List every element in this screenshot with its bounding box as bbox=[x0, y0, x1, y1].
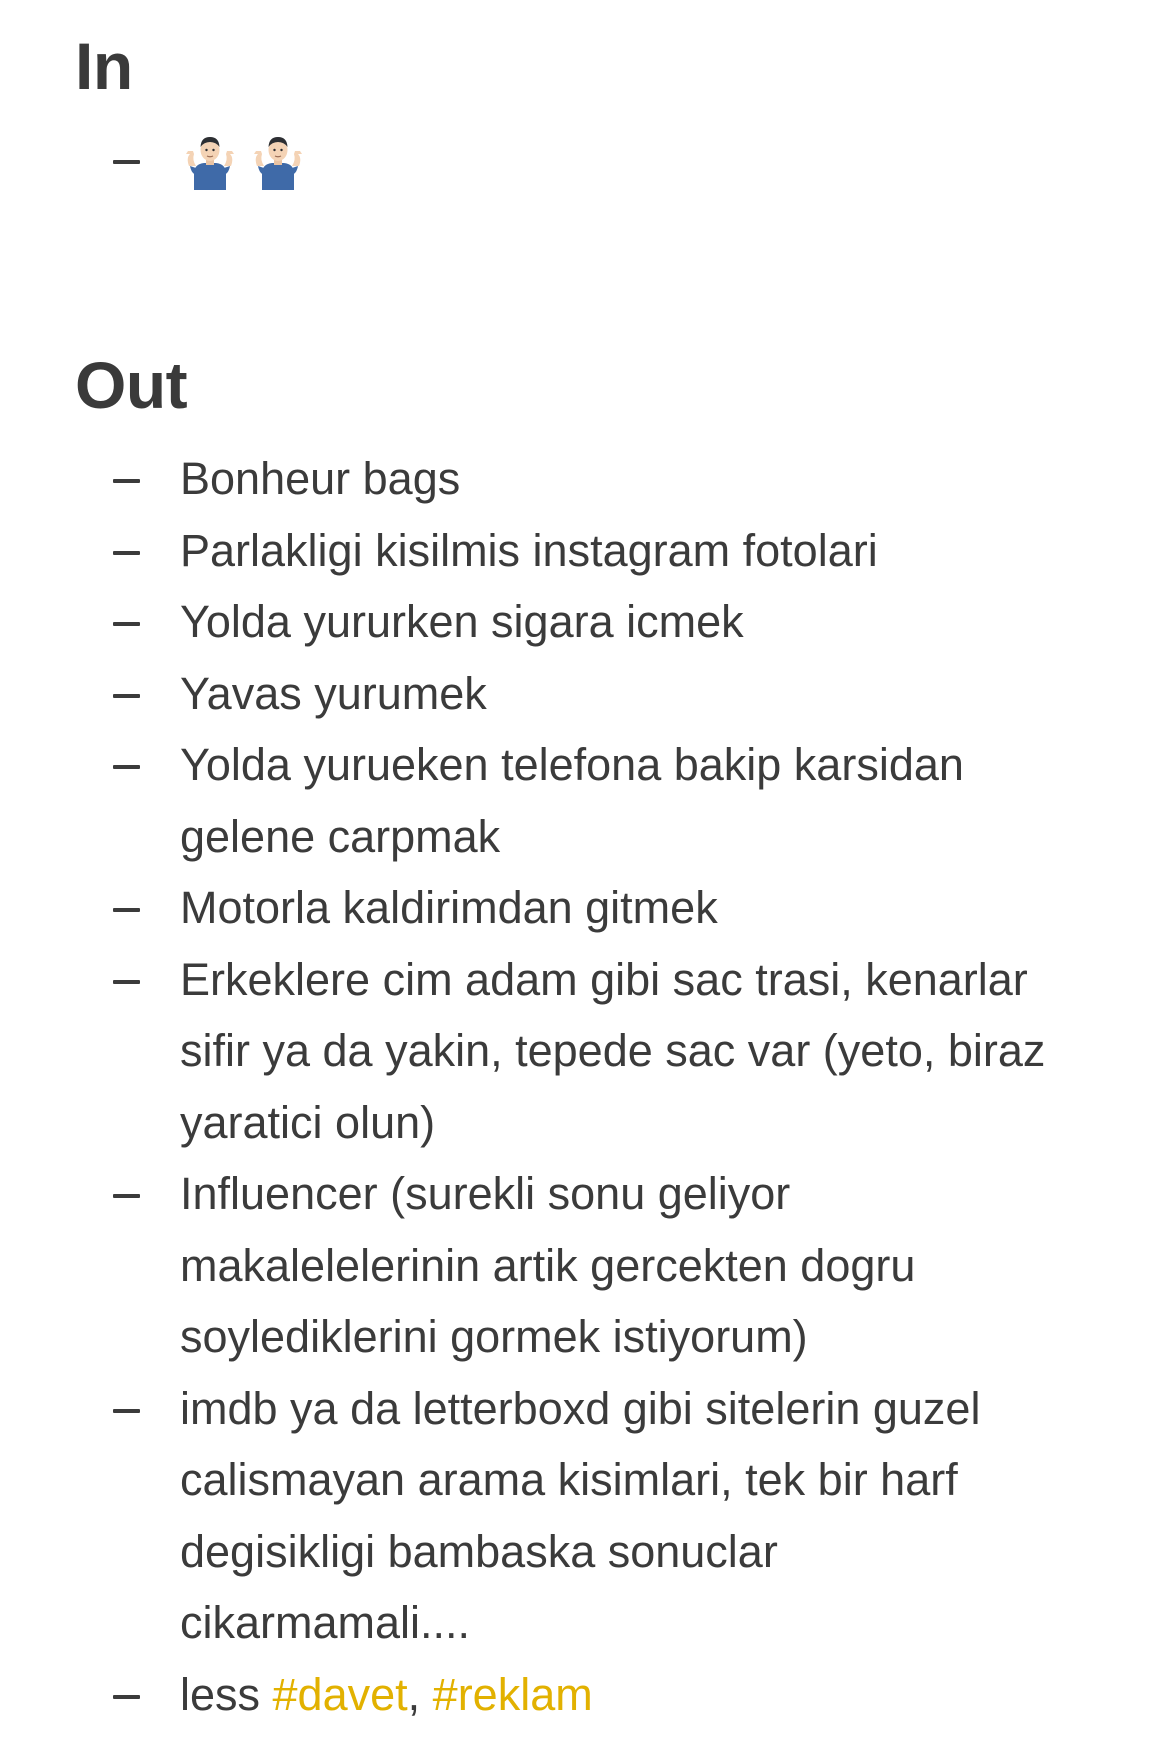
dash-bullet bbox=[113, 1194, 140, 1198]
list-item-text: Bonheur bags bbox=[180, 453, 461, 504]
list-item-text: Motorla kaldirimdan gitmek bbox=[180, 882, 718, 933]
list-item bbox=[0, 872, 1080, 944]
hashtag-separator: , bbox=[407, 1668, 433, 1720]
list-item-text: imdb ya da letterboxd gibi sitelerin guzel calismayan arama kisimlari, tek bir harf degisikligi bambaska sonuclar cikarmamali.... bbox=[180, 1382, 981, 1648]
emoji-row bbox=[180, 124, 308, 196]
list-item-text: Erkeklere cim adam gibi sac trasi, kenarlar sifir ya da yakin, tepede sac var (yeto, biraz yaratici olun) bbox=[180, 953, 1046, 1148]
list-item bbox=[0, 658, 1080, 730]
list-item-text: Influencer (surekli sonu geliyor makalelelerinin artik gercekten dogru soylediklerini gormek istiyorum) bbox=[180, 1168, 916, 1362]
list-item-text: Yolda yururken sigara icmek bbox=[180, 596, 744, 647]
person-shrugging-icon bbox=[248, 130, 308, 190]
out-list bbox=[0, 443, 1080, 1730]
list-item-prefix: less bbox=[180, 1668, 273, 1720]
dash-bullet bbox=[113, 694, 140, 698]
list-item-text: Yavas yurumek bbox=[180, 667, 487, 719]
section-heading-in: In bbox=[75, 29, 133, 103]
list-item bbox=[0, 729, 1080, 872]
list-item bbox=[0, 515, 1080, 587]
hashtag-davet[interactable]: #davet bbox=[272, 1668, 408, 1720]
dash-bullet bbox=[113, 479, 140, 483]
dash-bullet bbox=[113, 765, 140, 769]
dash-bullet bbox=[113, 1695, 140, 1699]
dash-bullet bbox=[113, 980, 140, 984]
dash-bullet bbox=[113, 908, 140, 912]
dash-bullet bbox=[113, 622, 140, 626]
hashtag-reklam[interactable]: #reklam bbox=[432, 1668, 593, 1720]
dash-bullet bbox=[113, 160, 140, 164]
list-item bbox=[0, 1659, 1080, 1731]
list-item-text: Parlakligi kisilmis instagram fotolari bbox=[180, 524, 878, 576]
dash-bullet bbox=[113, 1409, 140, 1413]
list-item-text: Yolda yurueken telefona bakip karsidan gelene carpmak bbox=[180, 739, 964, 862]
list-item bbox=[0, 1373, 1080, 1659]
section-heading-out: Out bbox=[75, 348, 188, 422]
list-item bbox=[0, 944, 1080, 1159]
list-item bbox=[0, 586, 1080, 658]
person-shrugging-icon bbox=[180, 130, 240, 190]
list-item bbox=[0, 124, 1080, 210]
in-list bbox=[0, 124, 1080, 210]
dash-bullet bbox=[113, 551, 140, 555]
list-item bbox=[0, 1158, 1080, 1373]
list-item bbox=[0, 443, 1080, 515]
